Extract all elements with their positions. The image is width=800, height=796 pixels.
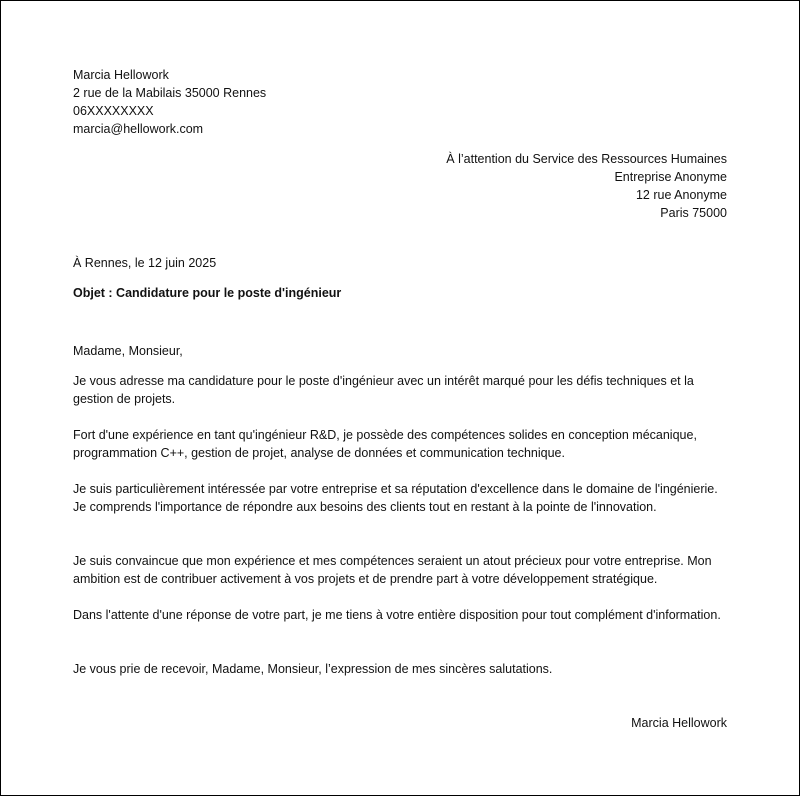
body-paragraph: Fort d'une expérience en tant qu'ingénieur R&D, je possède des compétences solides en conception mécanique, programmation C++, gestion de projet, analyse de données et communication technique. <box>73 428 697 460</box>
closing-paragraph: Je vous prie de recevoir, Madame, Monsieur, l’expression de mes sincères salutations. <box>73 662 553 676</box>
recipient-attention: À l’attention du Service des Ressources Humaines <box>446 152 727 166</box>
body-paragraph: Je vous adresse ma candidature pour le poste d'ingénieur avec un intérêt marqué pour les défis techniques et la gestion de projets. <box>73 374 694 406</box>
sender-phone: 06XXXXXXXX <box>73 104 154 118</box>
recipient-company: Entreprise Anonyme <box>614 170 727 184</box>
sender-address: 2 rue de la Mabilais 35000 Rennes <box>73 86 267 100</box>
recipient-street: 12 rue Anonyme <box>635 188 727 202</box>
signature: Marcia Hellowork <box>631 716 727 730</box>
salutation: Madame, Monsieur, <box>73 344 183 358</box>
body-paragraph: Je suis particulièrement intéressée par votre entreprise et sa réputation d'excellence dans le domaine de l'ingénierie. Je comprends l'importance de répondre aux besoins des clients tout en restant à la pointe de l'innovation. <box>73 482 718 514</box>
date-line: À Rennes, le 12 juin 2025 <box>73 256 217 270</box>
body-paragraph: Dans l'attente d'une réponse de votre part, je me tiens à votre entière disposition pour tout complément d'information. <box>73 608 721 622</box>
subject-line: Objet : Candidature pour le poste d'ingénieur <box>73 286 342 300</box>
sender-name: Marcia Hellowork <box>73 68 169 82</box>
recipient-city: Paris 75000 <box>660 206 727 220</box>
sender-email: marcia@hellowork.com <box>73 122 204 136</box>
body-paragraph: Je suis convaincue que mon expérience et mes compétences seraient un atout précieux pour votre entreprise. Mon ambition est de contribuer activement à vos projets et de prendre part à votre développement stratégique. <box>73 554 712 586</box>
